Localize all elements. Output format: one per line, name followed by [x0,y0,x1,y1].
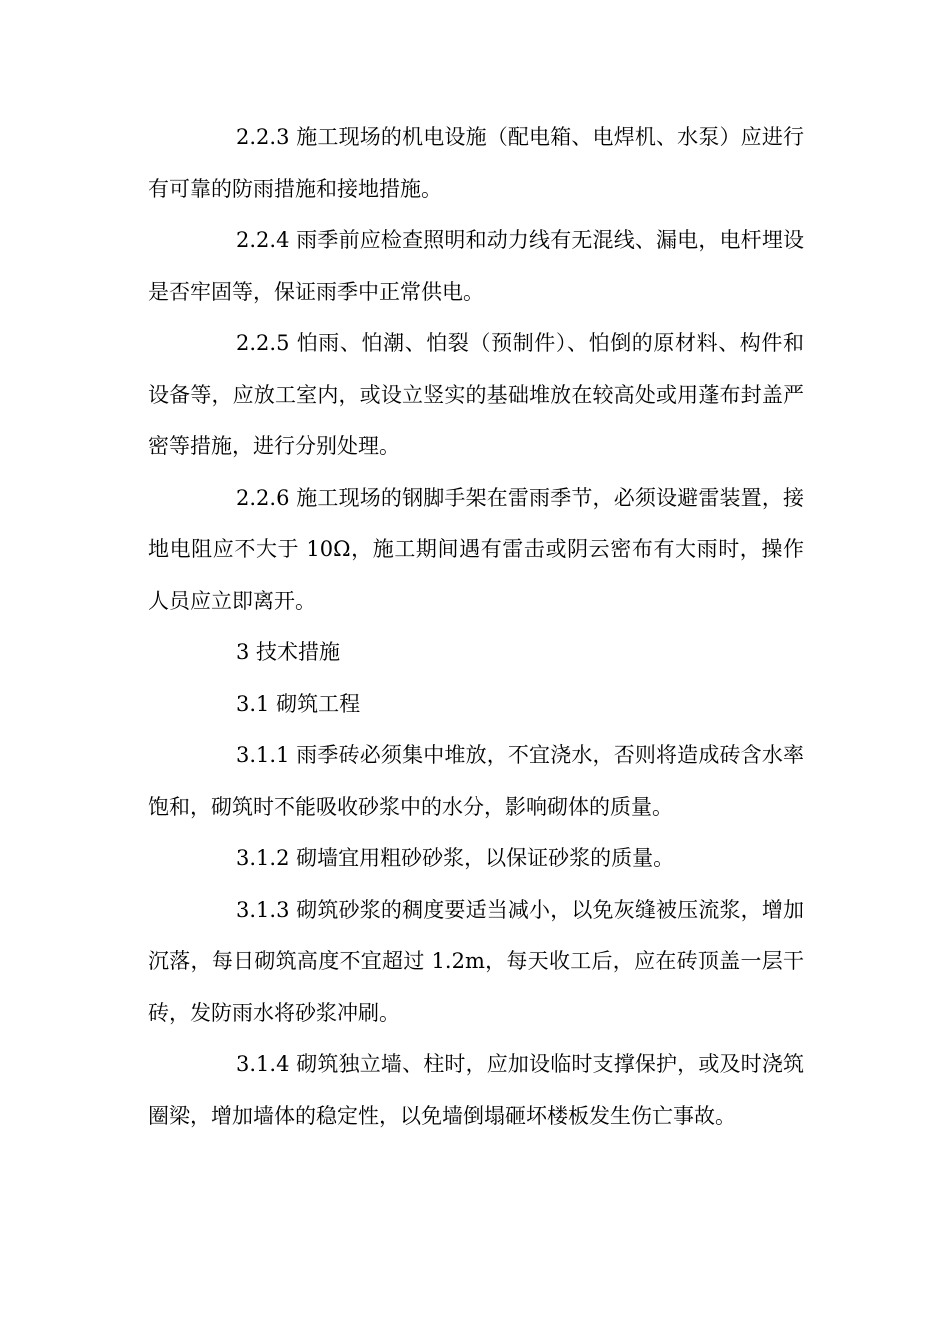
paragraph-2-2-5: 2.2.5 怕雨、怕潮、怕裂（预制件）、怕倒的原材料、构件和设备等，应放工室内，或设立竖实的基础堆放在较高处或用蓬布封盖严密等措施，进行分别处理。 [148,331,804,458]
subsection-heading-3-1: 3.1 砌筑工程 [236,691,361,716]
paragraph-2-2-6: 2.2.6 施工现场的钢脚手架在雷雨季节，必须设避雷装置，接地电阻应不大于 10Ω，施工期间遇有雷击或阴云密布有大雨时，操作人员应立即离开。 [148,485,804,613]
document-page [148,112,804,1142]
paragraph-3-1-2: 3.1.2 砌墙宜用粗砂砂浆，以保证砂浆的质量。 [236,846,675,870]
paragraph-3-1-4: 3.1.4 砌筑独立墙、柱时，应加设临时支撑保护，或及时浇筑圈梁，增加墙体的稳定性，以免墙倒塌砸坏楼板发生伤亡事故。 [148,1052,804,1128]
paragraph-2-2-4: 2.2.4 雨季前应检查照明和动力线有无混线、漏电，电杆埋设是否牢固等，保证雨季中正常供电。 [148,228,804,304]
paragraph-3-1-1: 3.1.1 雨季砖必须集中堆放，不宜浇水，否则将造成砖含水率饱和，砌筑时不能吸收砂浆中的水分，影响砌体的质量。 [148,743,804,819]
paragraph-2-2-3: 2.2.3 施工现场的机电设施（配电箱、电焊机、水泵）应进行有可靠的防雨措施和接地措施。 [148,125,804,201]
paragraph-3-1-3: 3.1.3 砌筑砂浆的稠度要适当减小，以免灰缝被压流浆，增加沉落，每日砌筑高度不宜超过 1.2m，每天收工后，应在砖顶盖一层干砖，发防雨水将砂浆冲刷。 [148,897,804,1025]
section-heading-3: 3 技术措施 [236,640,341,664]
